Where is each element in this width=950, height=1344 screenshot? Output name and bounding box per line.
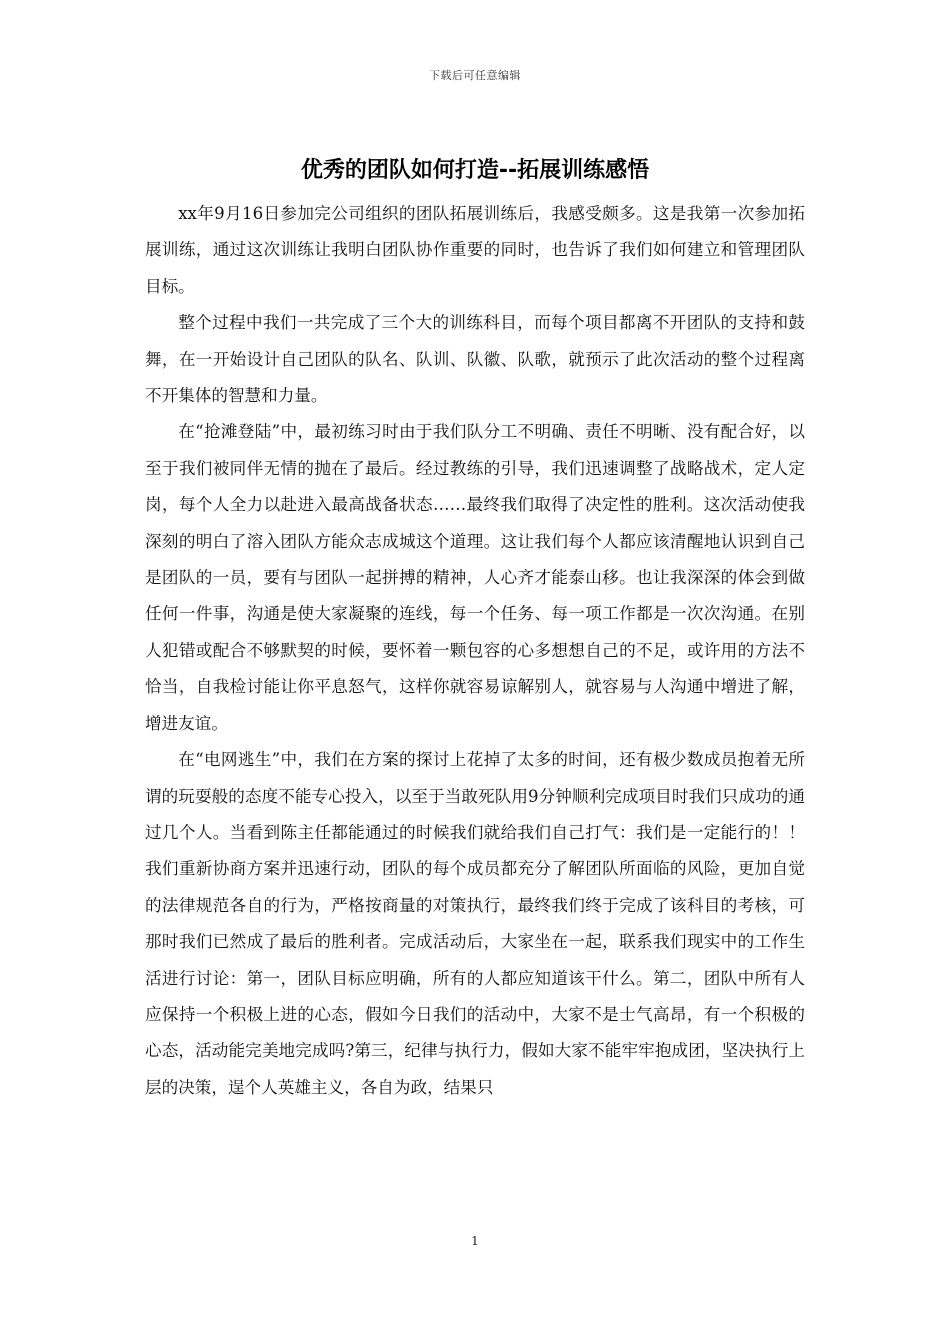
document-body	[145, 196, 805, 1106]
header-note: 下载后可任意编辑	[429, 69, 521, 82]
paragraph: 在“抢滩登陆”中，最初练习时由于我们队分工不明确、责任不明晰、没有配合好，以至于我们被同伴无情的抛在了最后。经过教练的引导，我们迅速调整了战略战术，定人定岗，每个人全力以赴进入最高战备状态……最终我们取得了决定性的胜利。这次活动使我深刻的明白了溶入团队方能众志成城这个道理。这让我们每个人都应该清醒地认识到自己是团队的一员，要有与团队一起拼搏的精神，人心齐才能泰山移。也让我深深的体会到做任何一件事，沟通是使大家凝聚的连线，每一个任务、每一项工作都是一次次沟通。在别人犯错或配合不够默契的时候，要怀着一颗包容的心多想想自己的不足，或许用的方法不恰当，自我检讨能让你平息怒气，这样你就容易谅解别人，就容易与人沟通中增进了解，增进友谊。	[145, 422, 805, 733]
paragraph: xx年9月16日参加完公司组织的团队拓展训练后，我感受颇多。这是我第一次参加拓展训练，通过这次训练让我明白团队协作重要的同时，也告诉了我们如何建立和管理团队目标。	[145, 204, 805, 296]
page-number: 1	[471, 1234, 479, 1248]
document-title: 优秀的团队如何打造--拓展训练感悟	[300, 158, 650, 183]
paragraph: 整个过程中我们一共完成了三个大的训练科目，而每个项目都离不开团队的支持和鼓舞，在一开始设计自己团队的队名、队训、队徽、队歌，就预示了此次活动的整个过程离不开集体的智慧和力量。	[145, 313, 805, 406]
paragraph: 在“电网逃生”中，我们在方案的探讨上花掉了太多的时间，还有极少数成员抱着无所谓的玩耍般的态度不能专心投入，以至于当敢死队用9分钟顺利完成项目时我们只成功的通过几个人。当看到陈主任都能通过的时候我们就给我们自己打气：我们是一定能行的！！我们重新协商方案并迅速行动，团队的每个成员都充分了解团队所面临的风险，更加自觉的法律规范各自的行为，严格按商量的对策执行，最终我们终于完成了该科目的考核，可那时我们已然成了最后的胜利者。完成活动后，大家坐在一起，联系我们现实中的工作生活进行讨论：第一，团队目标应明确，所有的人都应知道该干什么。第二，团队中所有人应保持一个积极上进的心态，假如今日我们的活动中，大家不是士气高昂，有一个积极的心态，活动能完美地完成吗?第三，纪律与执行力，假如大家不能牢牢抱成团，坚决执行上层的决策，逞个人英雄主义，各自为政，结果只	[145, 750, 805, 1097]
